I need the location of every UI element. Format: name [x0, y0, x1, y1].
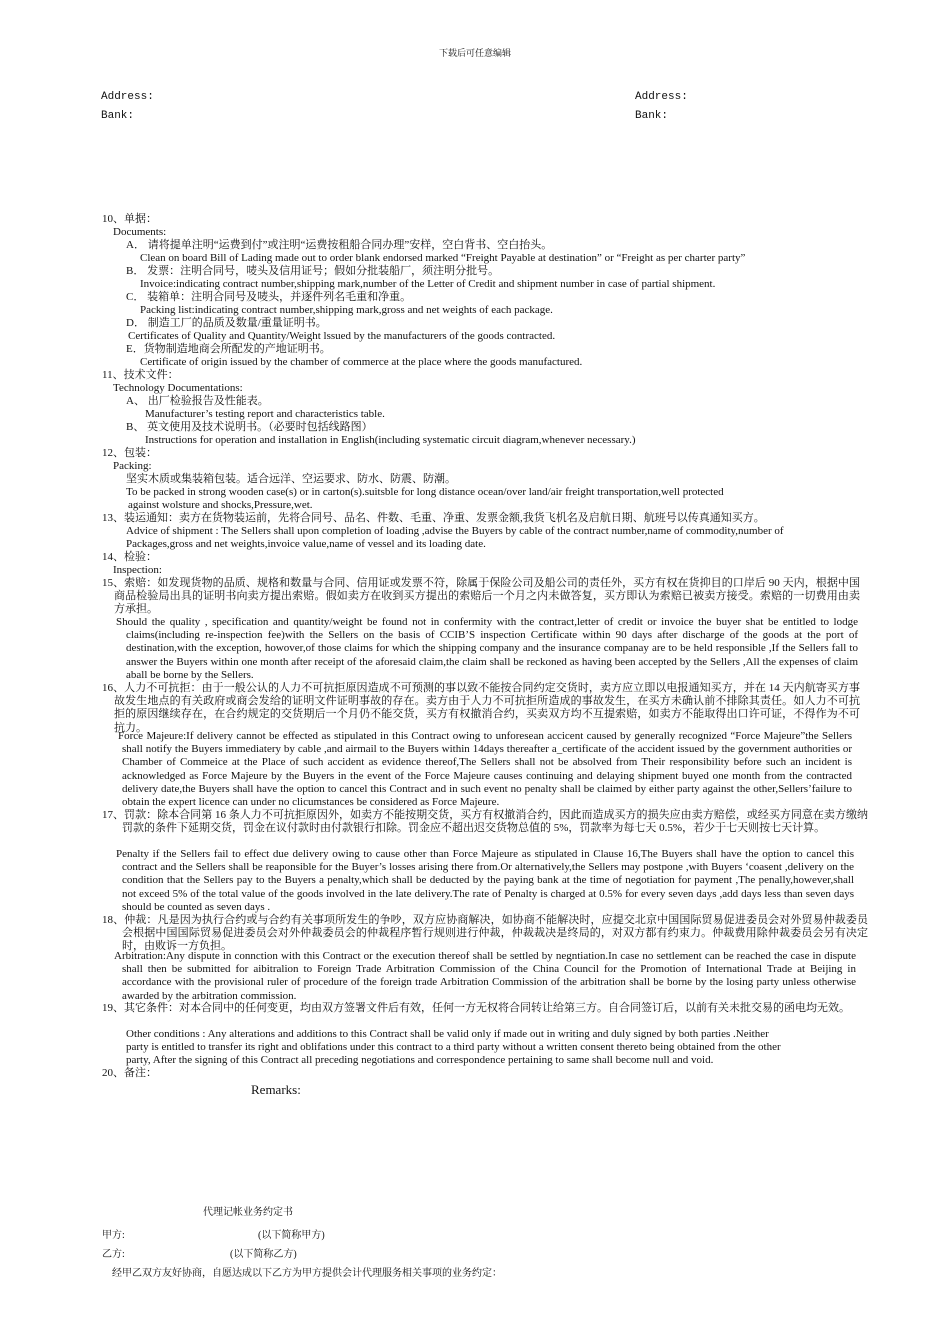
agency-intro: 经甲乙双方友好协商，自愿达成以下乙方为甲方提供会计代理服务相关事项的业务约定：	[112, 1268, 502, 1279]
s11-b-cn: B、 英文使用及技术说明书。（必要时包括线路图）	[126, 421, 373, 433]
s13-en1: Advice of shipment : The Sellers shall upon completion of loading ,advise the Buyers by cable of the contract number,name of commodity,number of	[126, 525, 784, 537]
s17-en: Penalty if the Sellers fail to effect due delivery owing to cause other than Force Majeure as stipulated in Clause 16,The Buyers shall have the option to cancel this contract and the Sellers shall be reaponsible for the Buyer’s losses arising there from.Or alternatively,the Sellers may postpone ,with Buyers ‘coasent ,delivery on the condition that the Sellers pay to the Buyers a penalty,which shall be deducted by the paying bank at the time of negotiation for payment ,The penally,however,shall not exceed 5% of the total value of the goods involved in the late delivery.The rate of Penalty is charged at 0.5% for every seven days ,add days less than seven days should be counted as seven days .	[116, 848, 854, 913]
s20-title: 20、备注：	[102, 1067, 157, 1079]
s10-en: Documents:	[113, 226, 167, 238]
s10-title: 10、单据：	[102, 213, 157, 225]
s14-title: 14、检验：	[102, 551, 157, 563]
s12-en2: against wolsture and shocks,Pressure,wet.	[128, 499, 313, 511]
party-a-note: (以下简称甲方)	[258, 1230, 325, 1241]
s16-en: Force Majeure:If delivery cannot be effected as stipulated in this Contract owing to unforesean accicent caused by generally recognized “Force Majeure”the Sellers shall notify the Buyers immediatery by cable ,and airmail to the Buyers within 14days thereafter a_certificate of the accident issued by the government authorities or Chamber of Commeice at the Place of such accident as evidence thereof,The Sellers shall not be absolved from Their responsibility before such an incident is acknowledged as Force Majeure by the Buyers in the event of the Force Majeure causes continuing and delaying shipment buyed one month from the contracted delivery date,the Buyers shall have the option to cancel this Contract and in such event no penalty shall be claimed by either party against the other,Sellers’failure to obtain the expert licence can under no clicumstances be considered as Force Majeure.	[118, 730, 852, 809]
s10-e-en: Certificate of origin issued by the chamber of commerce at the place where the goods manufactured.	[140, 356, 583, 368]
s13-en2: Packages,gross and net weights,invoice value,name of vessel and its loading date.	[126, 538, 486, 550]
s11-title: 11、技术文件：	[102, 369, 179, 381]
s19-en2: party is entitled to transfer its right and oblifations under this contract to a third party without a written consent thereto being obtained from the other	[126, 1041, 781, 1053]
s12-title: 12、包装：	[102, 447, 157, 459]
s10-b-cn: B． 发票：注明合同号，唛头及信用证号；假如分批装船厂，须注明分批号。	[126, 265, 500, 277]
s10-b-en: Invoice:indicating contract number,shipping mark,number of the Letter of Credit and shipment number in case of partial shipment.	[140, 278, 716, 290]
agency-title: 代理记帐业务约定书	[203, 1207, 293, 1218]
s12-cn: 坚实木质或集装箱包装。适合远洋、空运要求、防水、防震、防潮。	[126, 473, 456, 485]
bank-label-left: Bank:	[101, 110, 135, 122]
s13-cn: 13、装运通知：卖方在货物装运前，先将合同号、品名、件数、毛重、净重、发票金额,我货飞机名及启航日期、航班号以传真通知买方。	[102, 512, 765, 524]
s10-c-en: Packing list:indicating contract number,shipping mark,gross and net weights of each package.	[140, 304, 553, 316]
s18-cn: 18、仲裁：凡是因为执行合约或与合约有关事项所发生的争吵，双方应协商解决，如协商不能解决时，应提交北京中国国际贸易促进委员会对外贸易仲裁委员会根据中国国际贸易促进委员会对外仲裁委员会的仲裁程序暂行规则进行仲裁，仲裁裁决是终局的，对双方都有约束力。仲裁费用除仲裁委员会另有决定时，由败诉一方负担。	[102, 914, 868, 953]
s10-a-en: Clean on board Bill of Lading made out to order blank endorsed marked “Freight Payable at destination” or “Freight as per charter party”	[140, 252, 746, 264]
s10-d-cn: D． 制造工厂的品质及数量/重量证明书。	[126, 317, 327, 329]
s10-c-cn: C． 装箱单：注明合同号及唛头，并逐件列名毛重和净重。	[126, 291, 412, 303]
bank-label-right: Bank:	[635, 110, 669, 122]
s12-en: Packing:	[113, 460, 152, 472]
s15-en: Should the quality , specification and quantity/weight be found not in confermity with the contract,letter of credit or invoice the buyer shat be entitled to lodge claims(including re-inspection fee)with the Sellers on the basis of CCIB’S inspection Certificate within 90 days after discharge of the goods at the port of destination,with the exception, howover,of those claims for which the shipping company and the insurance companay are to be held responsible ,If the Sellers fall to answer the Buyers within one month after receipt of the aforesaid claim,the claim shall be reckoned as having been accepted by the Sellers ,All the expenses of claim aball be borne by the Sellers.	[116, 616, 858, 681]
s15-cn: 15、索赔：如发现货物的品质、规格和数量与合同、信用证或发票不符，除属于保险公司及船公司的责任外，买方有权在货抑目的口岸后 90 天内，根据中国商品检验局出具的证明书向卖方提出索赔。假如卖方在收到买方提出的索赔后一个月之内未做答复，买方即认为索赔已被卖方接受。索赔的一切费用由卖方承担。	[102, 577, 860, 616]
address-label-right: Address:	[635, 91, 688, 103]
s19-en3: party, After the signing of this Contract all preceding negotiations and correspondence pertaining to same shall become null and void.	[126, 1054, 714, 1066]
party-b-note: (以下简称乙方)	[230, 1249, 297, 1260]
party-a-label: 甲方:	[102, 1230, 125, 1241]
s11-a-en: Manufacturer’s testing report and characteristics table.	[145, 408, 385, 420]
s16-cn: 16、人力不可抗拒：由于一般公认的人力不可抗拒原因造成不可预测的事以致不能按合同约定交货时，卖方应立即以电报通知买方，并在 14 天内航寄买方事故发生地点的有关政府或商会发给的证明文件证明事故的存在。卖方由于人力不可抗拒所造成的事故发生，在买方未确认前不排除其责任。如人力不可抗拒的原因继续存在，在合约规定的交货期后一个月仍不能交货，买方有权撤消合约，买卖双方均不互提索赔，如卖方不能取得出口许可证，不得作为不可抗力。	[102, 682, 860, 734]
s10-d-en: Certificates of Quality and Quantity/Weight lssued by the manufacturers of the goods contracted.	[128, 330, 556, 342]
s14-en: Inspection:	[113, 564, 162, 576]
s10-a-cn: A． 请将提单注明“运费到付”或注明“运费按租船合同办理”安样，空白背书、空白抬头。	[126, 239, 553, 251]
s11-b-en: Instructions for operation and installation in English(including systematic circuit diagram,whenever necessary.)	[145, 434, 636, 446]
s17-cn: 17、罚款：除本合同第 16 条人力不可抗拒原因外，如卖方不能按期交货，买方有权撤消合约，因此而造成买方的损失应由卖方赔偿，或经买方同意在卖方缴纳罚款的条件下延期交货，罚金在议付款时由付款银行扣除。罚金应不超出迟交货物总值的 5%，罚款率为每七天 0.5%，若少于七天则按七天计算。	[102, 809, 868, 835]
page-header: 下载后可任意编辑	[438, 48, 511, 58]
address-label-left: Address:	[101, 91, 154, 103]
s10-e-cn: E．货物制造地商会所配发的产地证明书。	[126, 343, 331, 355]
s19-en1: Other conditions : Any alterations and additions to this Contract shall be valid only if made out in writing and duly signed by both parties .Neither	[126, 1028, 769, 1040]
remarks-label: Remarks:	[251, 1082, 301, 1097]
party-b-label: 乙方:	[102, 1249, 125, 1260]
s12-en1: To be packed in strong wooden case(s) or in carton(s).suitsble for long distance ocean/over land/air freight transportation,well protected	[126, 486, 724, 498]
s11-en: Technology Documentations:	[113, 382, 243, 394]
s11-a-cn: A、 出厂检验报告及性能表。	[126, 395, 269, 407]
s19-cn: 19、其它条件：对本合同中的任何变更，均由双方签署文件后有效，任何一方无权将合同转让给第三方。自合同签订后，以前有关未批交易的函电均无效。	[102, 1002, 850, 1014]
s18-en: Arbitration:Any dispute in connction with this Contract or the execution thereof shall be settled by negntiation.In case no settlement can be reached the case in dispute shall then be submitted for aibitralion to Foreign Trade Arbitration Commission of the China Council for the Promotion of International Trade at Beijing in accordance with the provisional ruler of procedure of the foreign trade Arbitration Commission of the arbitration shall be borne by the losing party unless otherwise awarded by the arbitration commission.	[114, 950, 856, 1002]
